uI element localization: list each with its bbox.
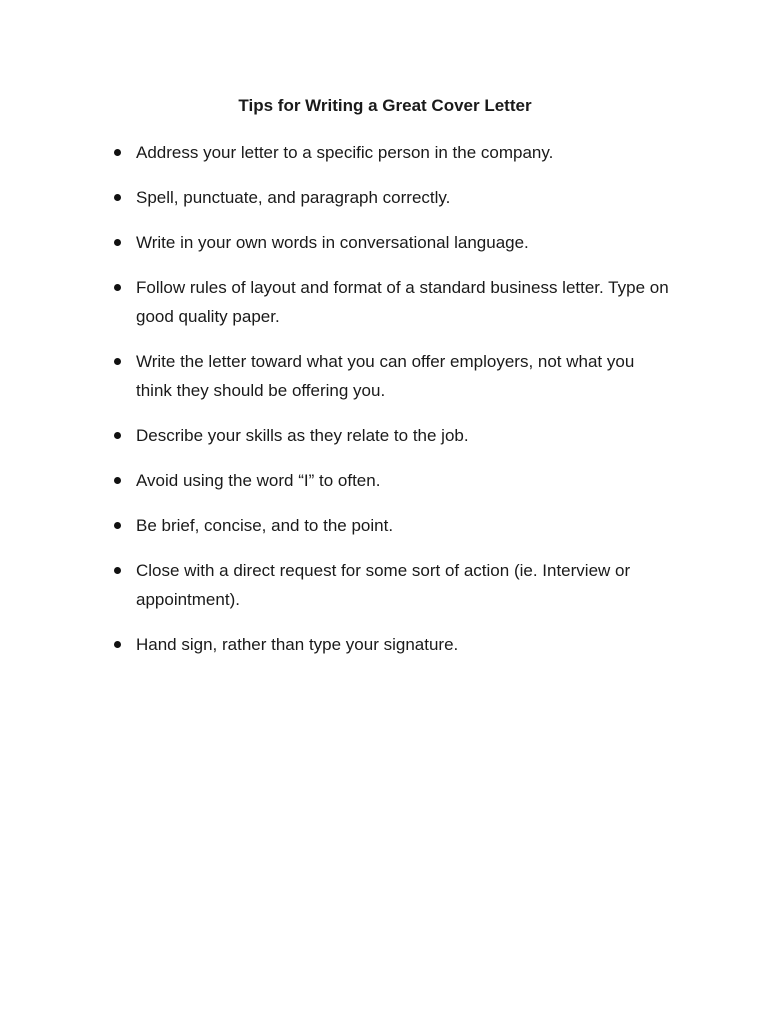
- list-item: [110, 228, 670, 257]
- list-item: [110, 630, 670, 659]
- bullet-icon: [114, 149, 121, 156]
- bullet-icon: [114, 194, 121, 201]
- tip-text: Be brief, concise, and to the point.: [136, 516, 394, 535]
- list-item: [110, 183, 670, 212]
- bullet-icon: [114, 641, 121, 648]
- tip-text: Write the letter toward what you can offer employers, not what you think they should be offering you.: [136, 352, 635, 400]
- list-item: [110, 511, 670, 540]
- list-item: [110, 347, 670, 405]
- bullet-icon: [114, 358, 121, 365]
- tip-text: Spell, punctuate, and paragraph correctly.: [136, 188, 451, 207]
- tip-text: Describe your skills as they relate to the job.: [136, 426, 469, 445]
- bullet-icon: [114, 284, 121, 291]
- bullet-icon: [114, 432, 121, 439]
- page-title: Tips for Writing a Great Cover Letter: [238, 96, 532, 115]
- tip-text: Hand sign, rather than type your signature.: [136, 635, 459, 654]
- list-item: [110, 466, 670, 495]
- list-item: [110, 556, 670, 614]
- bullet-icon: [114, 567, 121, 574]
- tips-list: [110, 138, 670, 675]
- tip-text: Address your letter to a specific person in the company.: [136, 143, 554, 162]
- tip-text: Avoid using the word “I” to often.: [136, 471, 381, 490]
- list-item: [110, 421, 670, 450]
- bullet-icon: [114, 522, 121, 529]
- tip-text: Write in your own words in conversational language.: [136, 233, 529, 252]
- tip-text: Follow rules of layout and format of a standard business letter. Type on good quality paper.: [136, 278, 669, 326]
- list-item: [110, 138, 670, 167]
- bullet-icon: [114, 239, 121, 246]
- tip-text: Close with a direct request for some sort of action (ie. Interview or appointment).: [136, 561, 631, 609]
- list-item: [110, 273, 670, 331]
- bullet-icon: [114, 477, 121, 484]
